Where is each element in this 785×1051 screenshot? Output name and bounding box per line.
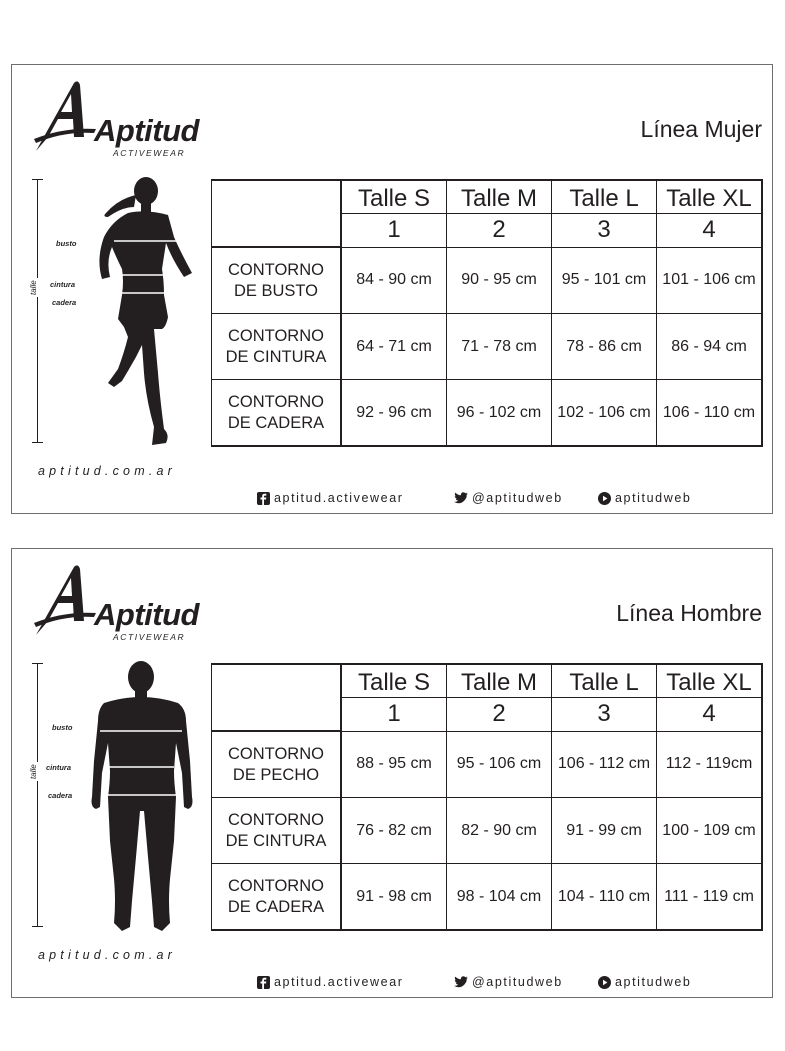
twitter-icon xyxy=(454,492,468,504)
table-cell: 112 - 119cm xyxy=(657,731,763,798)
body-figure xyxy=(26,177,196,447)
table-cell: 104 - 110 cm xyxy=(552,864,657,931)
table-cell: 64 - 71 cm xyxy=(341,314,447,380)
height-ruler xyxy=(37,179,38,443)
man-silhouette-icon xyxy=(86,661,196,935)
aptitud-logo xyxy=(34,563,199,642)
col-head-xl: Talle XL 4 xyxy=(657,180,763,247)
table-corner xyxy=(212,664,342,731)
cadera-label: cadera xyxy=(52,298,77,307)
twitter-link[interactable] xyxy=(454,491,563,505)
youtube-link[interactable] xyxy=(598,975,691,989)
table-cell: 84 - 90 cm xyxy=(341,247,447,314)
col-head-l: Talle L 3 xyxy=(552,664,657,731)
busto-label: busto xyxy=(56,239,77,248)
table-row xyxy=(212,380,763,447)
men-size-card xyxy=(11,548,773,998)
table-cell: 98 - 104 cm xyxy=(447,864,552,931)
line-title: Línea Hombre xyxy=(616,600,762,626)
talle-label: talle xyxy=(29,280,38,295)
table-row xyxy=(212,731,763,798)
table-cell: 111 - 119 cm xyxy=(657,864,763,931)
table-cell: 90 - 95 cm xyxy=(447,247,552,314)
logo-tagline: ACTIVEWEAR xyxy=(113,632,186,642)
table-cell: 95 - 106 cm xyxy=(447,731,552,798)
col-head-l: Talle L 3 xyxy=(552,180,657,247)
table-cell: 91 - 98 cm xyxy=(341,864,447,931)
logo-wordmark: Aptitud xyxy=(94,113,199,148)
women-size-card xyxy=(11,64,773,514)
facebook-handle: aptitud.activewear xyxy=(274,975,404,989)
facebook-link[interactable] xyxy=(257,975,404,989)
youtube-handle: aptitudweb xyxy=(615,975,692,989)
col-head-xl: Talle XL 4 xyxy=(657,664,763,731)
row-head-cintura: CONTORNO DE CINTURA xyxy=(212,314,342,380)
table-cell: 92 - 96 cm xyxy=(341,380,447,447)
facebook-icon xyxy=(257,976,270,989)
woman-silhouette-icon xyxy=(88,177,198,451)
table-cell: 82 - 90 cm xyxy=(447,798,552,864)
row-head-pecho: CONTORNO DE PECHO xyxy=(212,731,342,798)
busto-label: busto xyxy=(52,723,73,732)
row-head-busto: CONTORNO DE BUSTO xyxy=(212,247,342,314)
table-cell: 106 - 112 cm xyxy=(552,731,657,798)
ruler-cap-top xyxy=(32,179,43,180)
talle-label: talle xyxy=(29,764,38,779)
twitter-link[interactable] xyxy=(454,975,563,989)
table-cell: 88 - 95 cm xyxy=(341,731,447,798)
website-label: aptitud.com.ar xyxy=(38,464,177,478)
table-cell: 102 - 106 cm xyxy=(552,380,657,447)
col-head-m: Talle M 2 xyxy=(447,664,552,731)
table-cell: 96 - 102 cm xyxy=(447,380,552,447)
row-head-cintura: CONTORNO DE CINTURA xyxy=(212,798,342,864)
table-cell: 95 - 101 cm xyxy=(552,247,657,314)
ruler-cap-top xyxy=(32,663,43,664)
facebook-link[interactable] xyxy=(257,491,404,505)
logo-tagline: ACTIVEWEAR xyxy=(113,148,186,158)
cintura-label: cintura xyxy=(50,280,76,289)
table-row xyxy=(212,798,763,864)
table-corner xyxy=(212,180,342,247)
table-cell: 100 - 109 cm xyxy=(657,798,763,864)
col-head-s: Talle S 1 xyxy=(341,180,447,247)
twitter-icon xyxy=(454,976,468,988)
table-row xyxy=(212,864,763,931)
facebook-handle: aptitud.activewear xyxy=(274,491,404,505)
col-head-m: Talle M 2 xyxy=(447,180,552,247)
table-row xyxy=(212,314,763,380)
table-cell: 76 - 82 cm xyxy=(341,798,447,864)
row-head-cadera: CONTORNO DE CADERA xyxy=(212,864,342,931)
men-size-table xyxy=(211,663,763,931)
aptitud-logo xyxy=(34,79,199,158)
youtube-handle: aptitudweb xyxy=(615,491,692,505)
cintura-label: cintura xyxy=(46,763,72,772)
line-title: Línea Mujer xyxy=(640,116,762,142)
height-ruler xyxy=(37,663,38,927)
table-cell: 91 - 99 cm xyxy=(552,798,657,864)
youtube-link[interactable] xyxy=(598,491,691,505)
ruler-cap-bottom xyxy=(32,926,43,927)
table-cell: 86 - 94 cm xyxy=(657,314,763,380)
twitter-handle: @aptitudweb xyxy=(472,975,563,989)
col-head-s: Talle S 1 xyxy=(341,664,447,731)
ruler-cap-bottom xyxy=(32,442,43,443)
table-row xyxy=(212,247,763,314)
table-cell: 106 - 110 cm xyxy=(657,380,763,447)
play-icon xyxy=(598,976,611,989)
body-figure xyxy=(26,661,196,931)
table-cell: 78 - 86 cm xyxy=(552,314,657,380)
website-label: aptitud.com.ar xyxy=(38,948,177,962)
facebook-icon xyxy=(257,492,270,505)
women-size-table xyxy=(211,179,763,447)
play-icon xyxy=(598,492,611,505)
table-cell: 71 - 78 cm xyxy=(447,314,552,380)
table-cell: 101 - 106 cm xyxy=(657,247,763,314)
twitter-handle: @aptitudweb xyxy=(472,491,563,505)
row-head-cadera: CONTORNO DE CADERA xyxy=(212,380,342,447)
logo-wordmark: Aptitud xyxy=(94,597,199,632)
cadera-label: cadera xyxy=(48,791,73,800)
